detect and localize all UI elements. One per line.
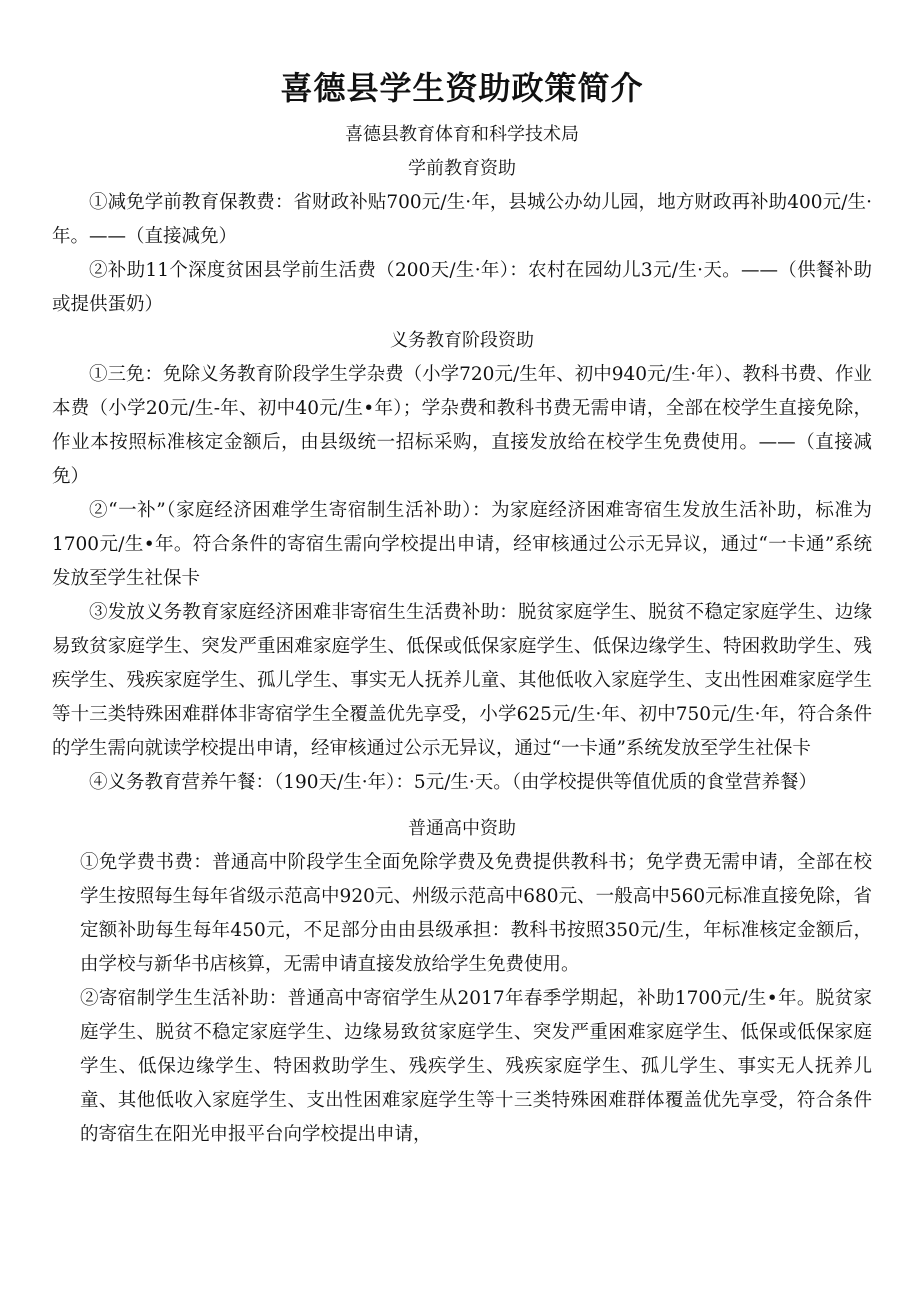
page-title: 喜德县学生资助政策简介 <box>280 69 644 107</box>
paragraph: ①减免学前教育保教费：省财政补贴700元/生·年，县城公办幼儿园，地方财政再补助400元/生·年。——（直接减免） <box>52 192 872 247</box>
paragraph: ③发放义务教育家庭经济困难非寄宿生生活费补助：脱贫家庭学生、脱贫不稳定家庭学生、边缘易致贫家庭学生、突发严重困难家庭学生、低保或低保家庭学生、低保边缘学生、特困救助学生、残疾学生、残疾家庭学生、孤儿学生、事实无人抚养儿童、其他低收入家庭学生、支出性困难家庭学生等十三类特殊困难群体非寄宿学生全覆盖优先享受，小学625元/生·年、初中750元/生·年，符合条件的学生需向就读学校提出申请，经审核通过公示无异议，通过“一卡通”系统发放至学生社保卡 <box>52 602 872 759</box>
paragraph: ②补助11个深度贫困县学前生活费（200天/生·年）：农村在园幼儿3元/生·天。——（供餐补助或提供蛋奶） <box>52 260 872 315</box>
paragraph: ①三免：免除义务教育阶段学生学杂费（小学720元/生年、初中940元/生·年）、教科书费、作业本费（小学20元/生-年、初中40元/生•年）；学杂费和教科书费无需申请，全部在校学生直接免除，作业本按照标准核定金额后，由县级统一招标采购，直接发放给在校学生免费使用。——（直接减免） <box>52 364 872 487</box>
paragraph: ②“一补”（家庭经济困难学生寄宿制生活补助）：为家庭经济困难寄宿生发放生活补助，标准为1700元/生•年。符合条件的寄宿生需向学校提出申请，经审核通过公示无异议，通过“一卡通”系统发放至学生社保卡 <box>52 500 872 589</box>
issuer: 喜德县教育体育和科学技术局 <box>345 124 579 145</box>
paragraph: ①免学费书费：普通高中阶段学生全面免除学费及免费提供教科书；免学费无需申请，全部在校学生按照每生每年省级示范高中920元、州级示范高中680元、一般高中560元标准直接免除，省定额补助每生每年450元，不足部分由由县级承担：教科书按照350元/生，年标准核定金额后，由学校与新华书店核算，无需申请直接发放给学生免费使用。 <box>80 852 872 975</box>
section-heading-preschool: 学前教育资助 <box>408 158 516 179</box>
paragraph: ②寄宿制学生生活补助：普通高中寄宿学生从2017年春季学期起，补助1700元/生•年。脱贫家庭学生、脱贫不稳定家庭学生、边缘易致贫家庭学生、突发严重困难家庭学生、低保或低保家庭学生、低保边缘学生、特困救助学生、残疾学生、残疾家庭学生、孤儿学生、事实无人抚养儿童、其他低收入家庭学生、支出性困难家庭学生等十三类特殊困难群体覆盖优先享受，符合条件的寄宿生在阳光申报平台向学校提出申请， <box>80 988 872 1145</box>
section-heading-highschool: 普通高中资助 <box>408 818 516 839</box>
section-heading-compulsory: 义务教育阶段资助 <box>390 330 534 351</box>
paragraph: ④义务教育营养午餐：（190天/生·年）：5元/生·天。（由学校提供等值优质的食堂营养餐） <box>89 772 818 793</box>
